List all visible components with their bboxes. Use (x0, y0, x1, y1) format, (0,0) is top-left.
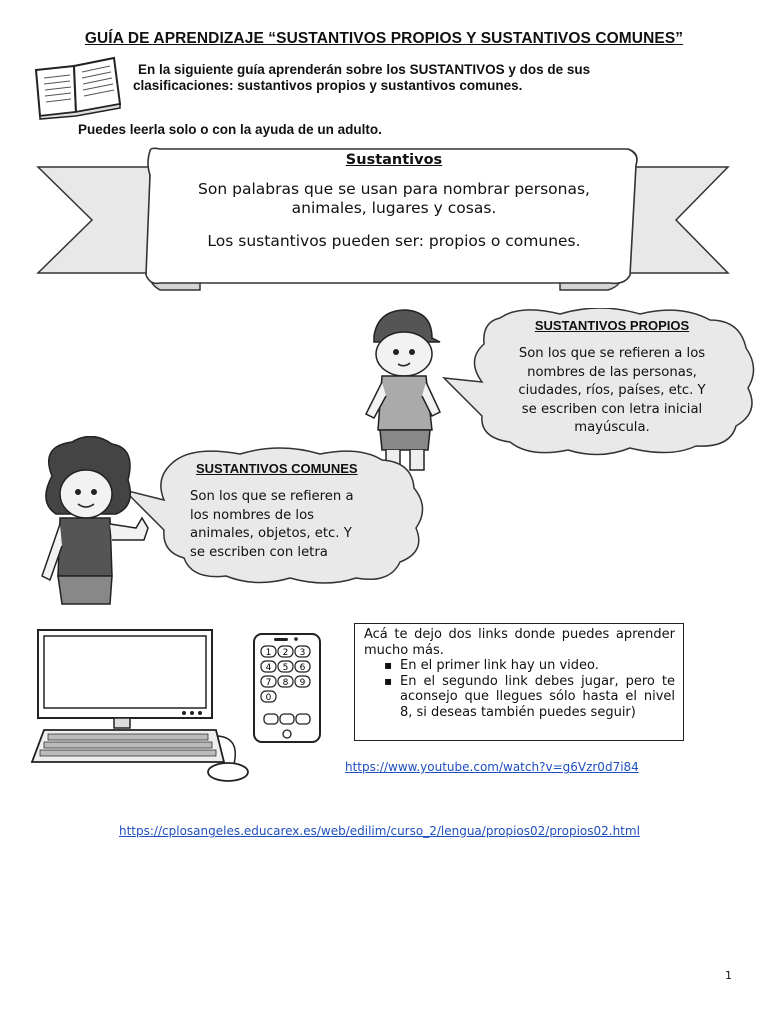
common-nouns-text: Son los que se refieren a los nombres de los animales, objetos, etc. Y se escriben con letra (190, 489, 354, 560)
common-nouns-bubble (190, 461, 400, 562)
links-info-box (354, 623, 684, 741)
proper-nouns-text: Son los que se refieren a los nombres de las personas, ciudades, ríos, países, etc. Y se escriben con letra inicial mayúscula. (518, 346, 706, 435)
banner-definition: Son palabras que se usan para nombrar personas, animales, lugares y cosas. (198, 180, 590, 217)
phone-key-label: 9 (299, 678, 306, 688)
youtube-video-link[interactable]: https://www.youtube.com/watch?v=g6Vzr0d7i84 (345, 760, 639, 774)
edilim-game-link[interactable]: https://cplosangeles.educarex.es/web/edilim/curso_2/lengua/propios02/propios02.html (119, 824, 640, 838)
phone-illustration (252, 632, 322, 744)
proper-nouns-bubble (494, 318, 730, 438)
page-title: GUÍA DE APRENDIZAJE “SUSTANTIVOS PROPIOS Y SUSTANTIVOS COMUNES” (84, 30, 684, 47)
intro-text: En la siguiente guía aprenderán sobre los SUSTANTIVOS y dos de sus clasificaciones: sustantivos propios y sustantivos comunes. (133, 62, 591, 93)
phone-key-label: 4 (265, 663, 272, 673)
proper-nouns-heading: SUSTANTIVOS PROPIOS (534, 318, 690, 333)
common-nouns-heading: SUSTANTIVOS COMUNES (196, 461, 358, 476)
banner-title: Sustantivos (345, 152, 443, 168)
banner-content (150, 152, 638, 250)
phone-key-label: 7 (265, 678, 272, 688)
phone-key-label: 8 (282, 678, 289, 688)
phone-key-label: 2 (282, 648, 289, 658)
girl-curly-hair-illustration (32, 436, 154, 612)
list-item: ▪ En el segundo link debes jugar, pero te aconsejo que llegues sólo hasta el nivel 8, si deseas también puedes seguir) (384, 674, 675, 721)
banner-types: Los sustantivos pueden ser: propios o comunes. (207, 232, 581, 250)
phone-key-label: 0 (265, 693, 272, 703)
read-note: Puedes leerla solo o con la ayuda de un adulto. (78, 122, 382, 137)
list-item: ▪ En el primer link hay un video. (384, 658, 675, 674)
links-list (364, 658, 675, 720)
phone-key-label: 6 (299, 663, 306, 673)
page-number: 1 (725, 969, 732, 982)
phone-key-label: 5 (282, 663, 289, 673)
links-intro: Acá te dejo dos links donde puedes aprender mucho más. (364, 627, 675, 658)
phone-key-label: 1 (265, 648, 272, 658)
computer-illustration (26, 626, 252, 786)
phone-key-label: 3 (299, 648, 306, 658)
open-book-icon (30, 52, 125, 120)
